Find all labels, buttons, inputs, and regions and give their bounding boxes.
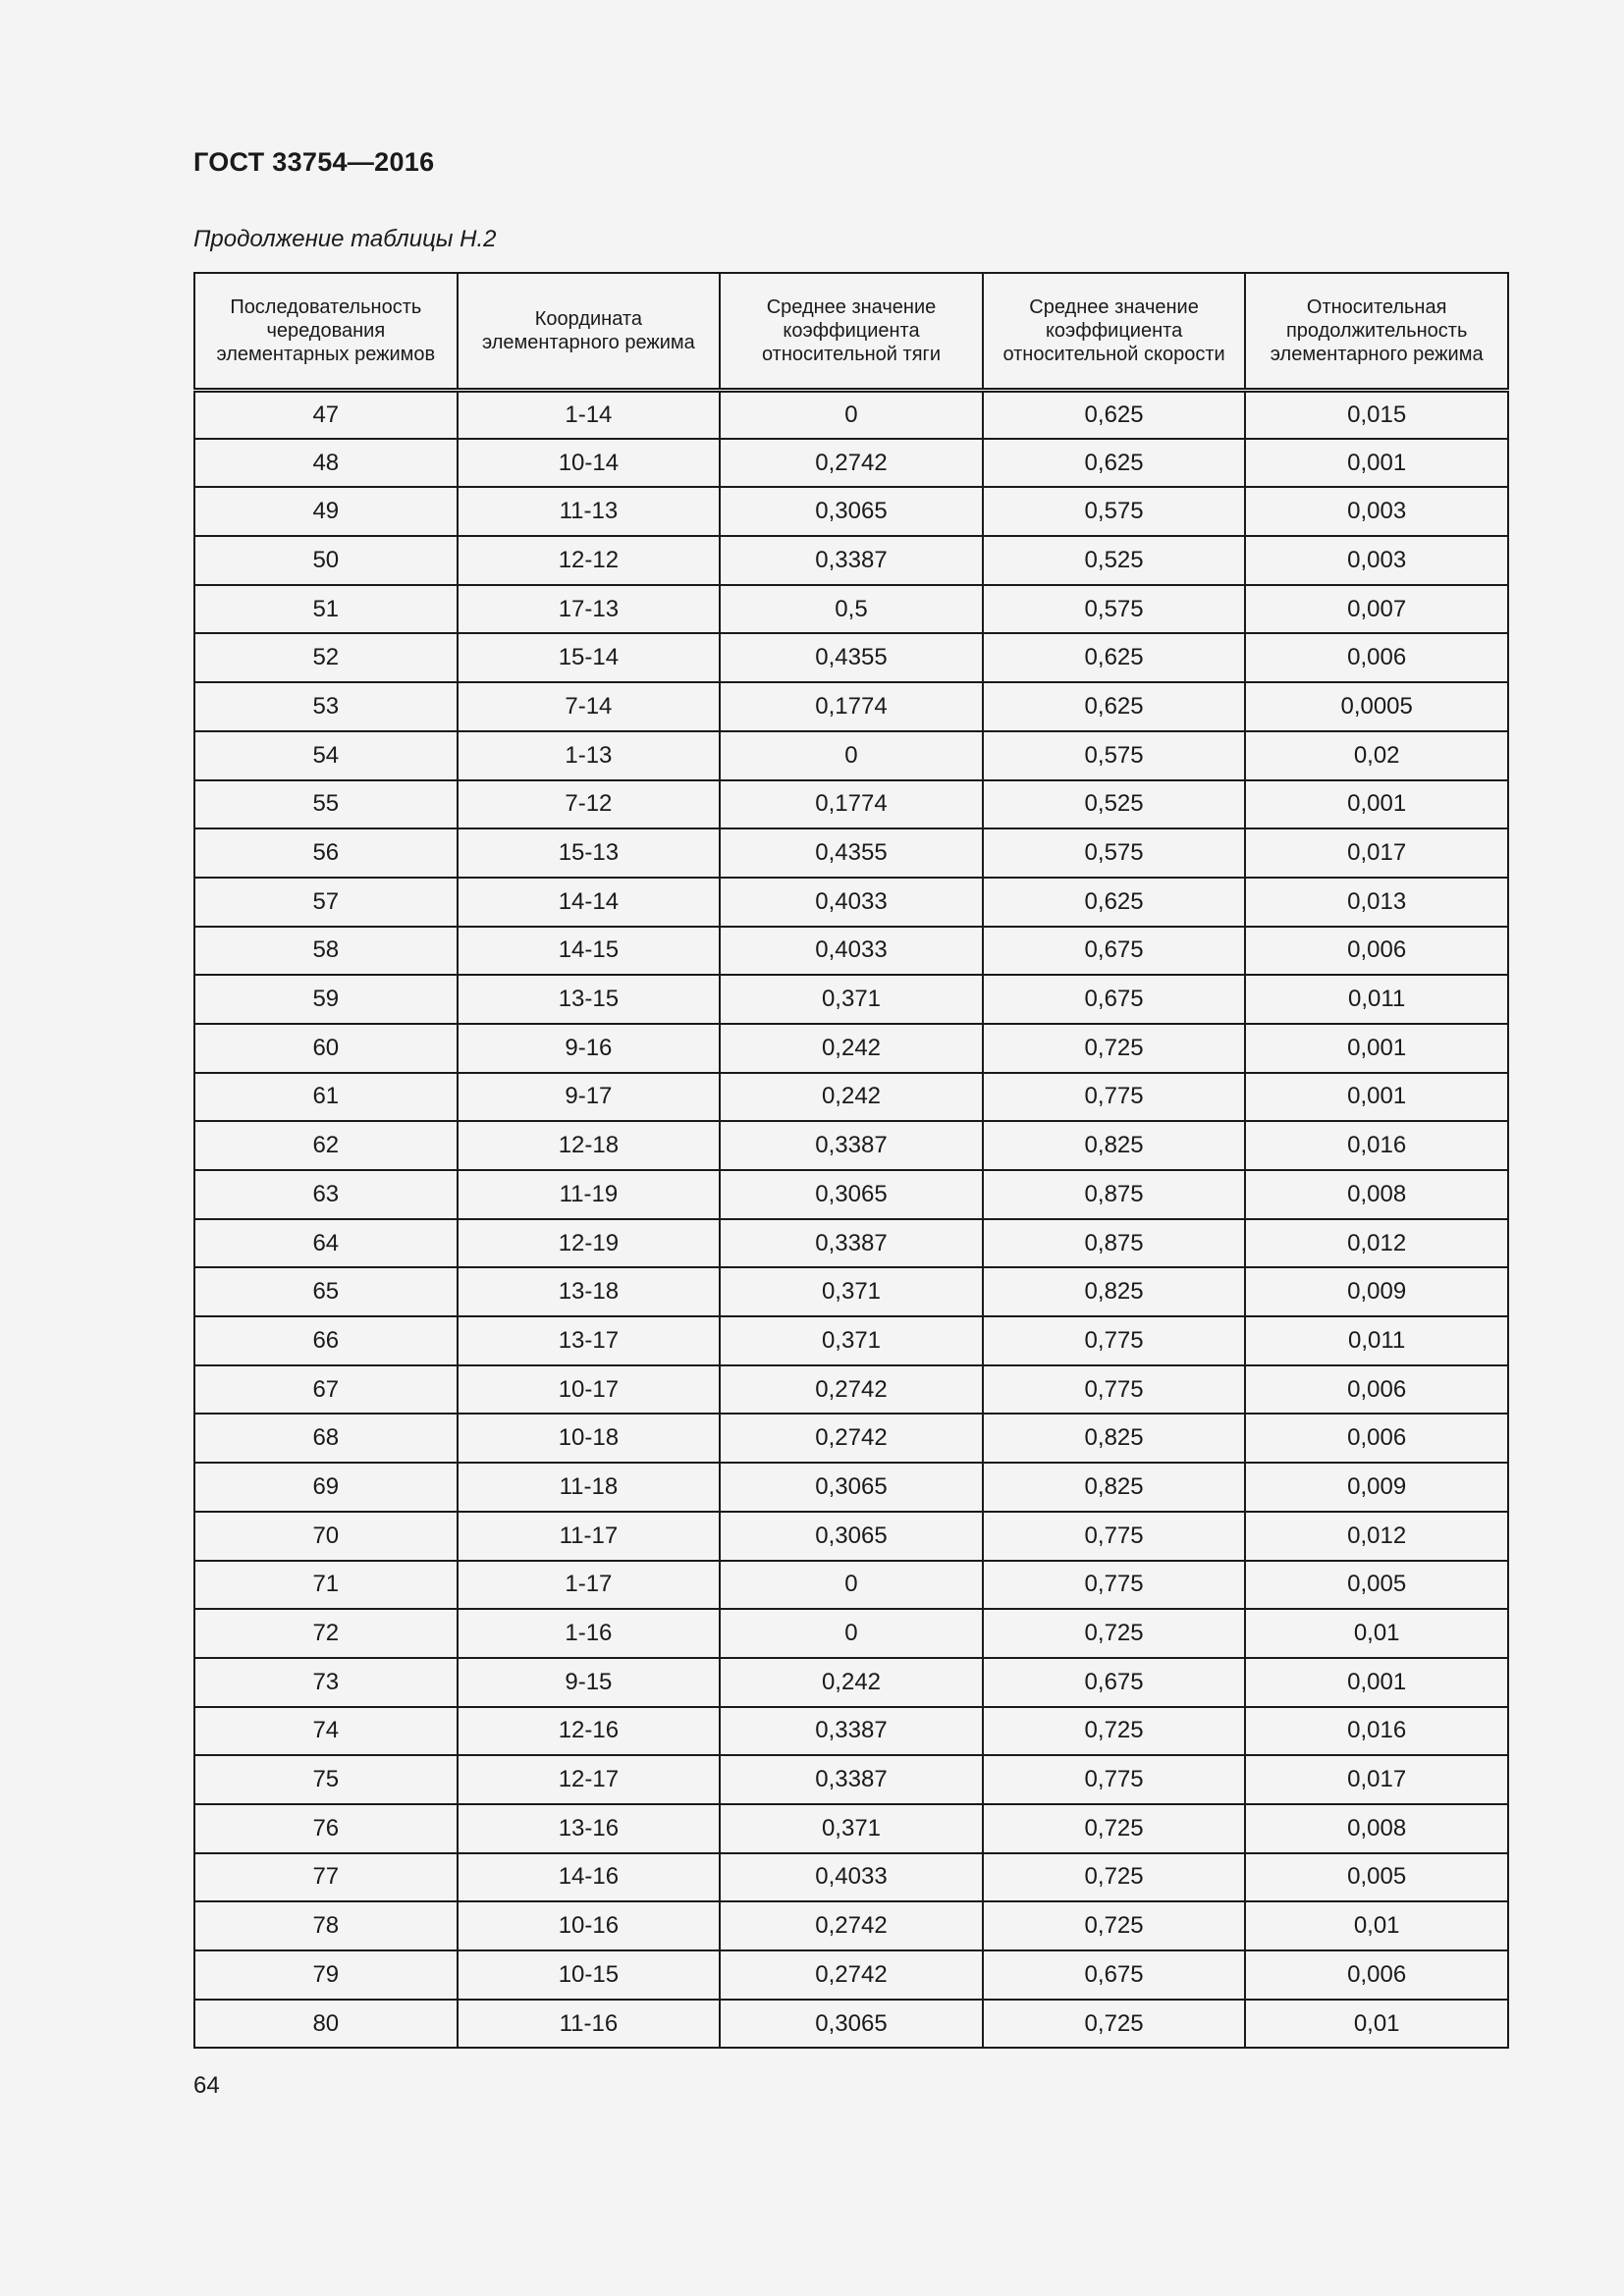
table-row	[194, 1365, 1508, 1415]
cell-coordinate: 13-18	[458, 1267, 721, 1316]
cell-mean-speed: 0,875	[983, 1219, 1246, 1268]
table-row	[194, 878, 1508, 927]
cell-sequence: 49	[194, 487, 458, 536]
cell-coordinate: 17-13	[458, 585, 721, 634]
cell-sequence: 65	[194, 1267, 458, 1316]
cell-relative-duration: 0,003	[1245, 487, 1508, 536]
cell-mean-speed: 0,825	[983, 1414, 1246, 1463]
cell-mean-speed: 0,625	[983, 390, 1246, 439]
cell-mean-thrust: 0,3065	[720, 1170, 983, 1219]
cell-mean-thrust: 0,4033	[720, 878, 983, 927]
cell-mean-thrust: 0,4033	[720, 927, 983, 976]
cell-coordinate: 14-15	[458, 927, 721, 976]
cell-coordinate: 14-14	[458, 878, 721, 927]
cell-mean-speed: 0,775	[983, 1755, 1246, 1804]
cell-coordinate: 7-12	[458, 780, 721, 829]
cell-relative-duration: 0,001	[1245, 1073, 1508, 1122]
cell-coordinate: 12-17	[458, 1755, 721, 1804]
cell-coordinate: 10-15	[458, 1950, 721, 2000]
cell-mean-thrust: 0,3387	[720, 1755, 983, 1804]
cell-sequence: 57	[194, 878, 458, 927]
cell-coordinate: 10-14	[458, 439, 721, 488]
table-row	[194, 731, 1508, 780]
cell-relative-duration: 0,017	[1245, 1755, 1508, 1804]
cell-mean-speed: 0,725	[983, 1804, 1246, 1853]
cell-relative-duration: 0,006	[1245, 633, 1508, 682]
table-row	[194, 1024, 1508, 1073]
table-row	[194, 1561, 1508, 1610]
cell-mean-thrust: 0,3387	[720, 1219, 983, 1268]
cell-sequence: 74	[194, 1707, 458, 1756]
cell-relative-duration: 0,005	[1245, 1561, 1508, 1610]
cell-mean-speed: 0,775	[983, 1512, 1246, 1561]
cell-mean-speed: 0,725	[983, 1901, 1246, 1950]
table-row	[194, 2000, 1508, 2049]
table-row	[194, 1219, 1508, 1268]
cell-mean-speed: 0,875	[983, 1170, 1246, 1219]
cell-mean-speed: 0,725	[983, 1707, 1246, 1756]
table-row	[194, 1170, 1508, 1219]
cell-mean-speed: 0,825	[983, 1121, 1246, 1170]
cell-relative-duration: 0,02	[1245, 731, 1508, 780]
cell-relative-duration: 0,016	[1245, 1121, 1508, 1170]
cell-mean-thrust: 0,3387	[720, 1707, 983, 1756]
cell-mean-thrust: 0	[720, 1561, 983, 1610]
cell-mean-speed: 0,725	[983, 1024, 1246, 1073]
cell-relative-duration: 0,011	[1245, 1316, 1508, 1365]
cell-mean-speed: 0,775	[983, 1316, 1246, 1365]
cell-sequence: 52	[194, 633, 458, 682]
table-row	[194, 1755, 1508, 1804]
cell-mean-speed: 0,775	[983, 1561, 1246, 1610]
cell-mean-speed: 0,575	[983, 585, 1246, 634]
cell-relative-duration: 0,003	[1245, 536, 1508, 585]
cell-coordinate: 14-16	[458, 1853, 721, 1902]
cell-coordinate: 1-16	[458, 1609, 721, 1658]
cell-sequence: 68	[194, 1414, 458, 1463]
cell-mean-speed: 0,825	[983, 1267, 1246, 1316]
header-coordinate: Координата элементарного режима	[458, 273, 721, 390]
cell-mean-thrust: 0	[720, 1609, 983, 1658]
cell-relative-duration: 0,012	[1245, 1512, 1508, 1561]
table-row	[194, 1853, 1508, 1902]
cell-sequence: 72	[194, 1609, 458, 1658]
cell-relative-duration: 0,0005	[1245, 682, 1508, 731]
cell-sequence: 75	[194, 1755, 458, 1804]
cell-coordinate: 1-13	[458, 731, 721, 780]
table-body	[194, 390, 1508, 2048]
cell-mean-speed: 0,575	[983, 731, 1246, 780]
table-header	[194, 273, 1508, 390]
cell-coordinate: 11-16	[458, 2000, 721, 2049]
cell-coordinate: 13-17	[458, 1316, 721, 1365]
cell-relative-duration: 0,006	[1245, 1414, 1508, 1463]
cell-mean-speed: 0,775	[983, 1365, 1246, 1415]
cell-mean-thrust: 0,242	[720, 1024, 983, 1073]
cell-sequence: 70	[194, 1512, 458, 1561]
page-number: 64	[193, 2072, 220, 2099]
table-row	[194, 1512, 1508, 1561]
table-row	[194, 585, 1508, 634]
cell-mean-speed: 0,725	[983, 1853, 1246, 1902]
table-row	[194, 828, 1508, 878]
table-row	[194, 975, 1508, 1024]
table-row	[194, 536, 1508, 585]
cell-relative-duration: 0,017	[1245, 828, 1508, 878]
cell-mean-thrust: 0,4355	[720, 828, 983, 878]
cell-mean-speed: 0,725	[983, 1609, 1246, 1658]
cell-sequence: 47	[194, 390, 458, 439]
cell-sequence: 62	[194, 1121, 458, 1170]
cell-relative-duration: 0,01	[1245, 2000, 1508, 2049]
table-row	[194, 1950, 1508, 2000]
cell-mean-speed: 0,775	[983, 1073, 1246, 1122]
cell-coordinate: 9-17	[458, 1073, 721, 1122]
cell-mean-thrust: 0,371	[720, 1267, 983, 1316]
table-row	[194, 682, 1508, 731]
table-container	[193, 272, 1507, 2049]
cell-relative-duration: 0,01	[1245, 1609, 1508, 1658]
cell-coordinate: 1-14	[458, 390, 721, 439]
cell-sequence: 71	[194, 1561, 458, 1610]
cell-sequence: 63	[194, 1170, 458, 1219]
cell-relative-duration: 0,001	[1245, 1658, 1508, 1707]
cell-mean-thrust: 0,3387	[720, 1121, 983, 1170]
cell-coordinate: 12-19	[458, 1219, 721, 1268]
table-row	[194, 927, 1508, 976]
cell-mean-thrust: 0,242	[720, 1658, 983, 1707]
cell-mean-thrust: 0,1774	[720, 682, 983, 731]
cell-mean-thrust: 0,5	[720, 585, 983, 634]
cell-mean-thrust: 0,3065	[720, 2000, 983, 2049]
cell-mean-thrust: 0,371	[720, 1804, 983, 1853]
cell-mean-speed: 0,575	[983, 828, 1246, 878]
table-row	[194, 1267, 1508, 1316]
cell-sequence: 61	[194, 1073, 458, 1122]
cell-mean-thrust: 0,242	[720, 1073, 983, 1122]
cell-mean-speed: 0,625	[983, 439, 1246, 488]
table-row	[194, 1463, 1508, 1512]
table-row	[194, 633, 1508, 682]
table-row	[194, 439, 1508, 488]
cell-coordinate: 13-16	[458, 1804, 721, 1853]
cell-sequence: 59	[194, 975, 458, 1024]
cell-coordinate: 15-13	[458, 828, 721, 878]
cell-relative-duration: 0,016	[1245, 1707, 1508, 1756]
cell-coordinate: 12-12	[458, 536, 721, 585]
header-mean-thrust: Среднее значение коэффициента относительной тяги	[720, 273, 983, 390]
cell-mean-thrust: 0,4033	[720, 1853, 983, 1902]
cell-mean-thrust: 0,2742	[720, 1414, 983, 1463]
header-mean-speed: Среднее значение коэффициента относительной скорости	[983, 273, 1246, 390]
table-row	[194, 1804, 1508, 1853]
cell-mean-speed: 0,825	[983, 1463, 1246, 1512]
cell-sequence: 55	[194, 780, 458, 829]
cell-relative-duration: 0,001	[1245, 780, 1508, 829]
cell-mean-speed: 0,525	[983, 536, 1246, 585]
table-row	[194, 780, 1508, 829]
cell-mean-thrust: 0,371	[720, 1316, 983, 1365]
cell-relative-duration: 0,008	[1245, 1804, 1508, 1853]
cell-sequence: 50	[194, 536, 458, 585]
cell-mean-thrust: 0,2742	[720, 439, 983, 488]
cell-coordinate: 1-17	[458, 1561, 721, 1610]
cell-relative-duration: 0,006	[1245, 927, 1508, 976]
cell-coordinate: 13-15	[458, 975, 721, 1024]
cell-mean-speed: 0,625	[983, 878, 1246, 927]
cell-mean-thrust: 0,3065	[720, 1512, 983, 1561]
cell-sequence: 48	[194, 439, 458, 488]
table-row	[194, 1707, 1508, 1756]
cell-sequence: 77	[194, 1853, 458, 1902]
cell-sequence: 60	[194, 1024, 458, 1073]
cell-relative-duration: 0,009	[1245, 1267, 1508, 1316]
cell-sequence: 56	[194, 828, 458, 878]
cell-relative-duration: 0,009	[1245, 1463, 1508, 1512]
table-row	[194, 390, 1508, 439]
cell-relative-duration: 0,01	[1245, 1901, 1508, 1950]
header-row	[194, 273, 1508, 390]
cell-coordinate: 7-14	[458, 682, 721, 731]
cell-coordinate: 9-15	[458, 1658, 721, 1707]
cell-relative-duration: 0,011	[1245, 975, 1508, 1024]
cell-relative-duration: 0,001	[1245, 439, 1508, 488]
cell-coordinate: 11-18	[458, 1463, 721, 1512]
cell-coordinate: 10-17	[458, 1365, 721, 1415]
cell-mean-thrust: 0,371	[720, 975, 983, 1024]
cell-mean-speed: 0,675	[983, 1658, 1246, 1707]
cell-mean-thrust: 0	[720, 390, 983, 439]
table-row	[194, 1901, 1508, 1950]
cell-mean-thrust: 0,3065	[720, 487, 983, 536]
cell-sequence: 58	[194, 927, 458, 976]
cell-sequence: 64	[194, 1219, 458, 1268]
cell-sequence: 79	[194, 1950, 458, 2000]
table-row	[194, 1609, 1508, 1658]
cell-sequence: 54	[194, 731, 458, 780]
cell-sequence: 73	[194, 1658, 458, 1707]
cell-coordinate: 15-14	[458, 633, 721, 682]
table-row	[194, 1073, 1508, 1122]
cell-mean-speed: 0,625	[983, 682, 1246, 731]
cell-relative-duration: 0,012	[1245, 1219, 1508, 1268]
cell-relative-duration: 0,006	[1245, 1365, 1508, 1415]
table-row	[194, 1121, 1508, 1170]
cell-coordinate: 12-18	[458, 1121, 721, 1170]
cell-mean-thrust: 0	[720, 731, 983, 780]
cell-sequence: 53	[194, 682, 458, 731]
cell-mean-speed: 0,525	[983, 780, 1246, 829]
cell-relative-duration: 0,015	[1245, 390, 1508, 439]
table-row	[194, 487, 1508, 536]
cell-sequence: 80	[194, 2000, 458, 2049]
cell-relative-duration: 0,006	[1245, 1950, 1508, 2000]
cell-sequence: 67	[194, 1365, 458, 1415]
cell-sequence: 66	[194, 1316, 458, 1365]
cell-relative-duration: 0,005	[1245, 1853, 1508, 1902]
cell-mean-speed: 0,575	[983, 487, 1246, 536]
cell-relative-duration: 0,007	[1245, 585, 1508, 634]
cell-sequence: 78	[194, 1901, 458, 1950]
cell-coordinate: 10-18	[458, 1414, 721, 1463]
cell-mean-thrust: 0,3065	[720, 1463, 983, 1512]
cell-mean-speed: 0,675	[983, 927, 1246, 976]
cell-sequence: 76	[194, 1804, 458, 1853]
table-caption: Продолжение таблицы Н.2	[193, 226, 497, 252]
document-header: ГОСТ 33754—2016	[193, 147, 435, 177]
table-row	[194, 1316, 1508, 1365]
cell-mean-speed: 0,675	[983, 1950, 1246, 2000]
cell-mean-thrust: 0,4355	[720, 633, 983, 682]
header-sequence: Последовательность чередования элементарных режимов	[194, 273, 458, 390]
cell-coordinate: 9-16	[458, 1024, 721, 1073]
cell-mean-speed: 0,725	[983, 2000, 1246, 2049]
cell-coordinate: 12-16	[458, 1707, 721, 1756]
cell-sequence: 69	[194, 1463, 458, 1512]
cell-mean-thrust: 0,3387	[720, 536, 983, 585]
cell-mean-thrust: 0,2742	[720, 1901, 983, 1950]
table-row	[194, 1414, 1508, 1463]
cell-mean-speed: 0,625	[983, 633, 1246, 682]
data-table	[193, 272, 1509, 2049]
cell-relative-duration: 0,013	[1245, 878, 1508, 927]
cell-relative-duration: 0,001	[1245, 1024, 1508, 1073]
cell-relative-duration: 0,008	[1245, 1170, 1508, 1219]
header-relative-duration: Относительная продолжительность элементарного режима	[1245, 273, 1508, 390]
cell-mean-thrust: 0,2742	[720, 1365, 983, 1415]
cell-sequence: 51	[194, 585, 458, 634]
cell-mean-thrust: 0,1774	[720, 780, 983, 829]
cell-coordinate: 10-16	[458, 1901, 721, 1950]
cell-mean-thrust: 0,2742	[720, 1950, 983, 2000]
cell-coordinate: 11-13	[458, 487, 721, 536]
cell-mean-speed: 0,675	[983, 975, 1246, 1024]
cell-coordinate: 11-17	[458, 1512, 721, 1561]
table-row	[194, 1658, 1508, 1707]
cell-coordinate: 11-19	[458, 1170, 721, 1219]
